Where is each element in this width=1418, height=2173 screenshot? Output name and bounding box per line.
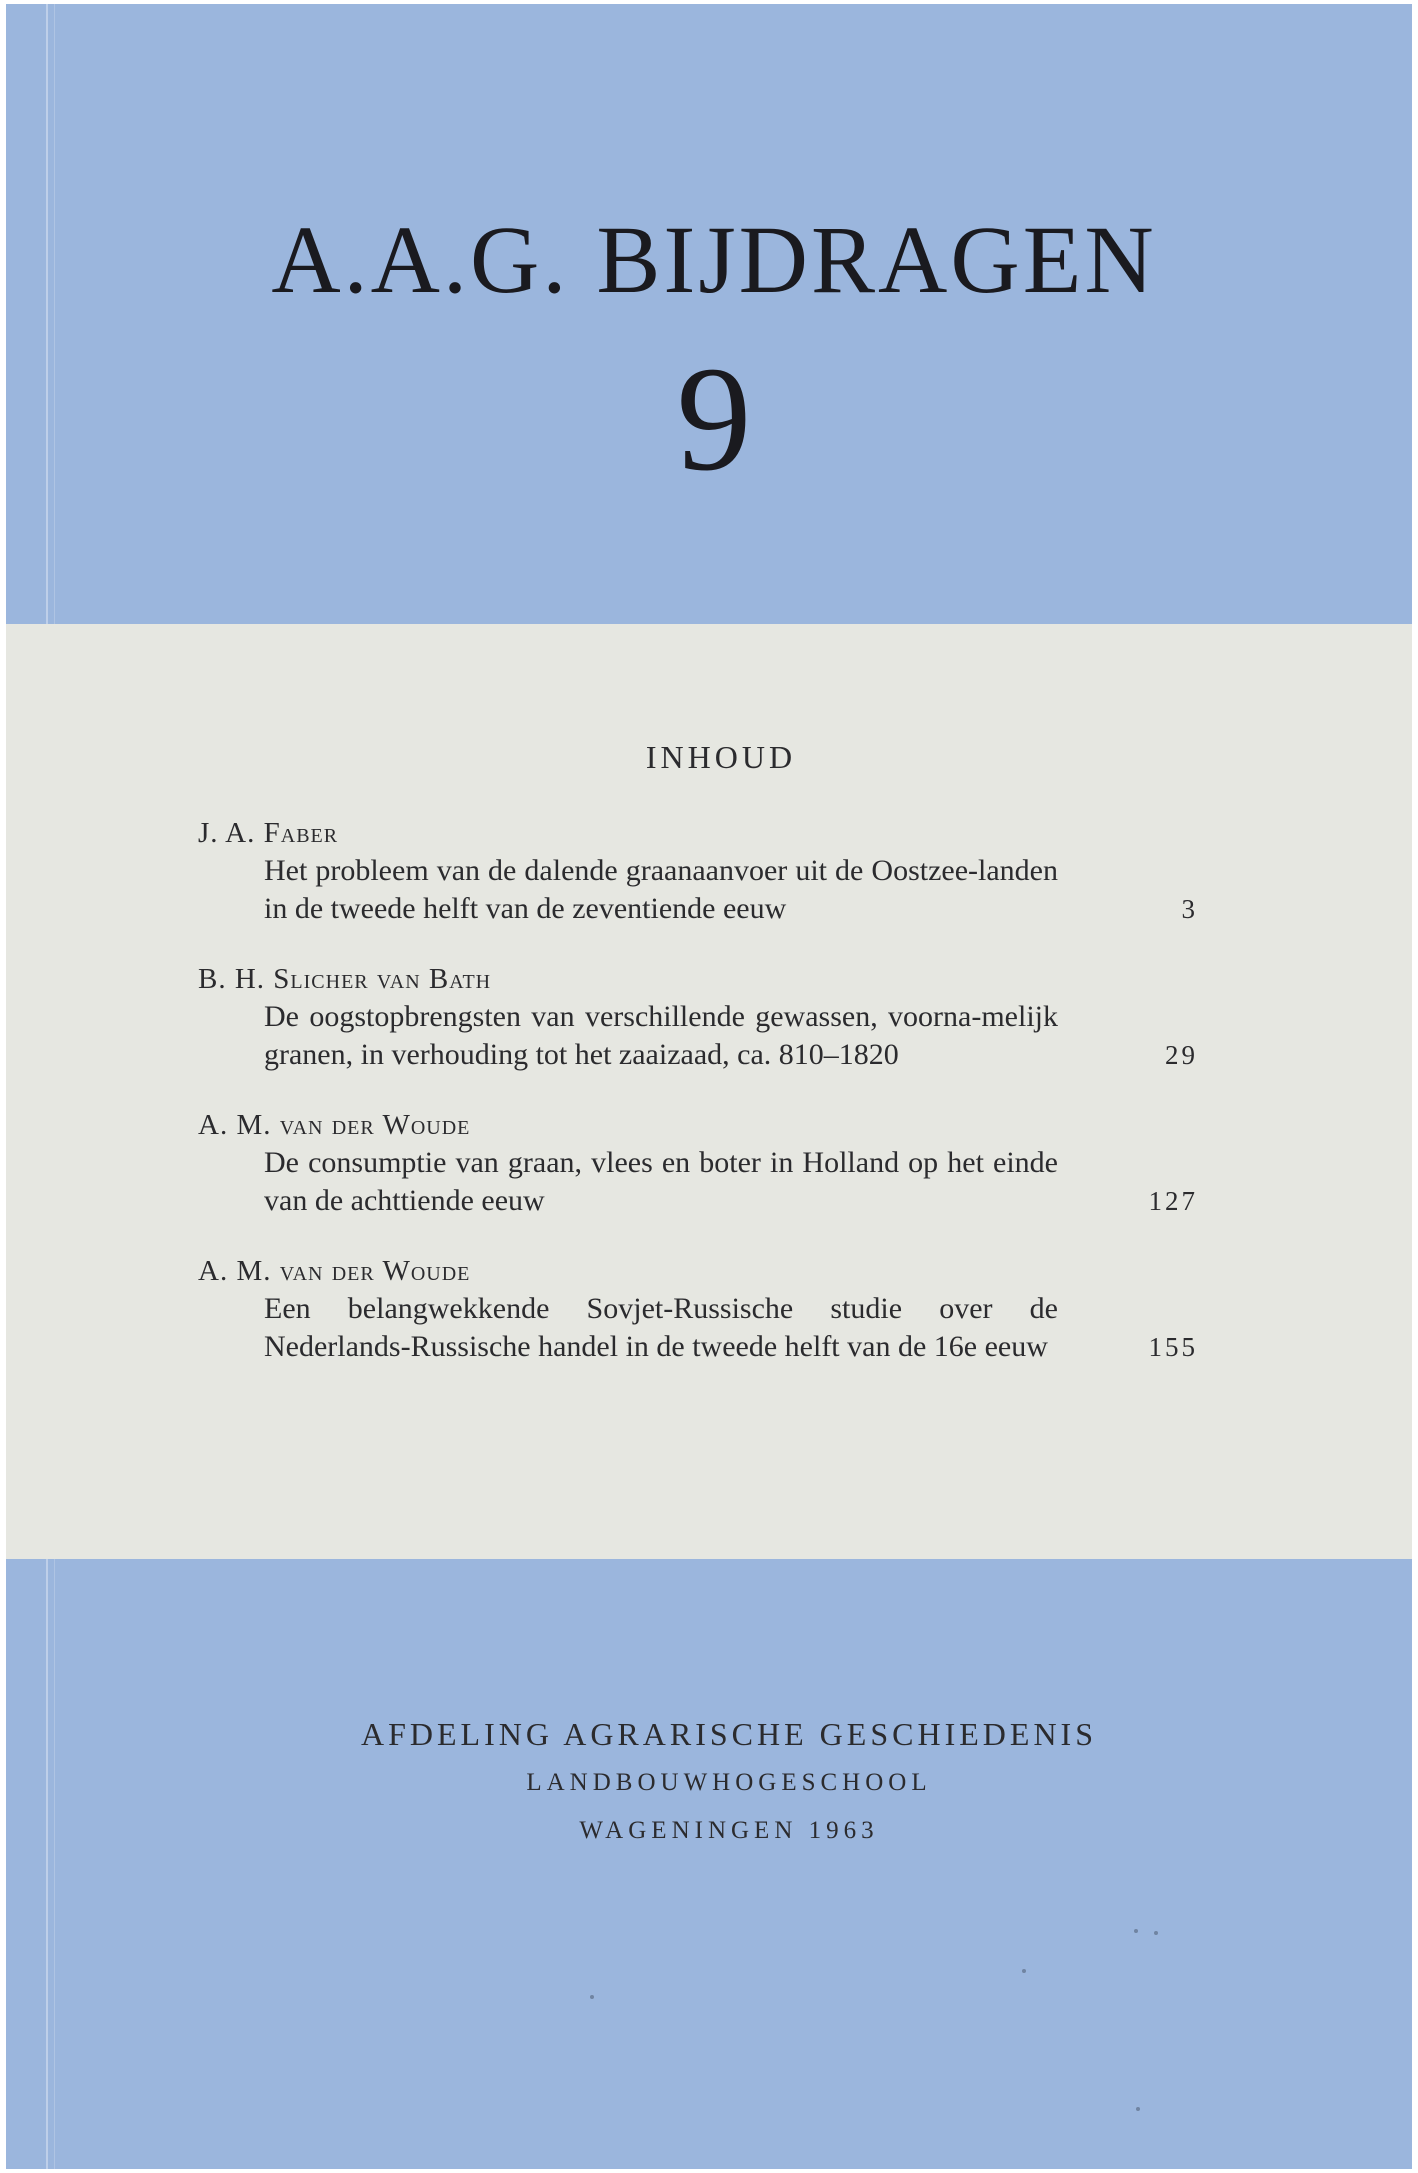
print-speck [1022, 1969, 1026, 1973]
publisher-institution: LANDBOUWHOGESCHOOL [526, 1769, 932, 1796]
title-band [6, 4, 1412, 624]
entry-page-number: 29 [1165, 1040, 1198, 1070]
entry-title: Een belangwekkende Sovjet-Russische studie over de Nederlands-Russische handel in de tweede helft van de 16e eeuw [264, 1292, 1058, 1363]
publisher-block [6, 1709, 1412, 1855]
entry-title: De consumptie van graan, vlees en boter in Holland op het einde van de achttiende eeuw [264, 1146, 1058, 1217]
print-speck [1136, 2107, 1140, 2111]
entry-author: A. M. van der Woude [198, 1255, 471, 1287]
publisher-band [6, 1559, 1412, 2169]
entry-author: J. A. Faber [198, 817, 339, 849]
book-cover [6, 4, 1412, 2169]
entry-title-row [198, 1290, 1198, 1366]
contents-heading: INHOUD [645, 739, 797, 775]
toc-entry [198, 960, 1198, 1074]
publisher-department: AFDELING AGRARISCHE GESCHIEDENIS [360, 1716, 1097, 1752]
volume-number: 9 [676, 336, 752, 502]
entry-page-number: 3 [1181, 894, 1198, 924]
print-speck [590, 1995, 594, 1999]
publisher-place-year: WAGENINGEN 1963 [579, 1817, 879, 1844]
entry-title-row [198, 1144, 1198, 1220]
table-of-contents [198, 814, 1198, 1398]
entry-page-number: 127 [1148, 1186, 1198, 1216]
entry-title-row [198, 852, 1198, 928]
entry-title: De oogstopbrengsten van verschillende gewassen, voorna-melijk granen, in verhouding tot het zaaizaad, ca. 810–1820 [264, 1000, 1058, 1071]
entry-page-number: 155 [1148, 1332, 1198, 1362]
series-title: A.A.G. BIJDRAGEN [271, 206, 1157, 313]
print-speck [1134, 1929, 1138, 1933]
entry-author: A. M. van der Woude [198, 1109, 471, 1141]
contents-band [6, 624, 1412, 1559]
toc-entry [198, 814, 1198, 928]
toc-entry [198, 1106, 1198, 1220]
toc-entry [198, 1252, 1198, 1366]
entry-title: Het probleem van de dalende graanaanvoer uit de Oostzee-landen in de tweede helft van de zeventiende eeuw [264, 854, 1058, 925]
entry-author: B. H. Slicher van Bath [198, 963, 492, 995]
entry-title-row [198, 998, 1198, 1074]
print-speck [1154, 1931, 1158, 1935]
